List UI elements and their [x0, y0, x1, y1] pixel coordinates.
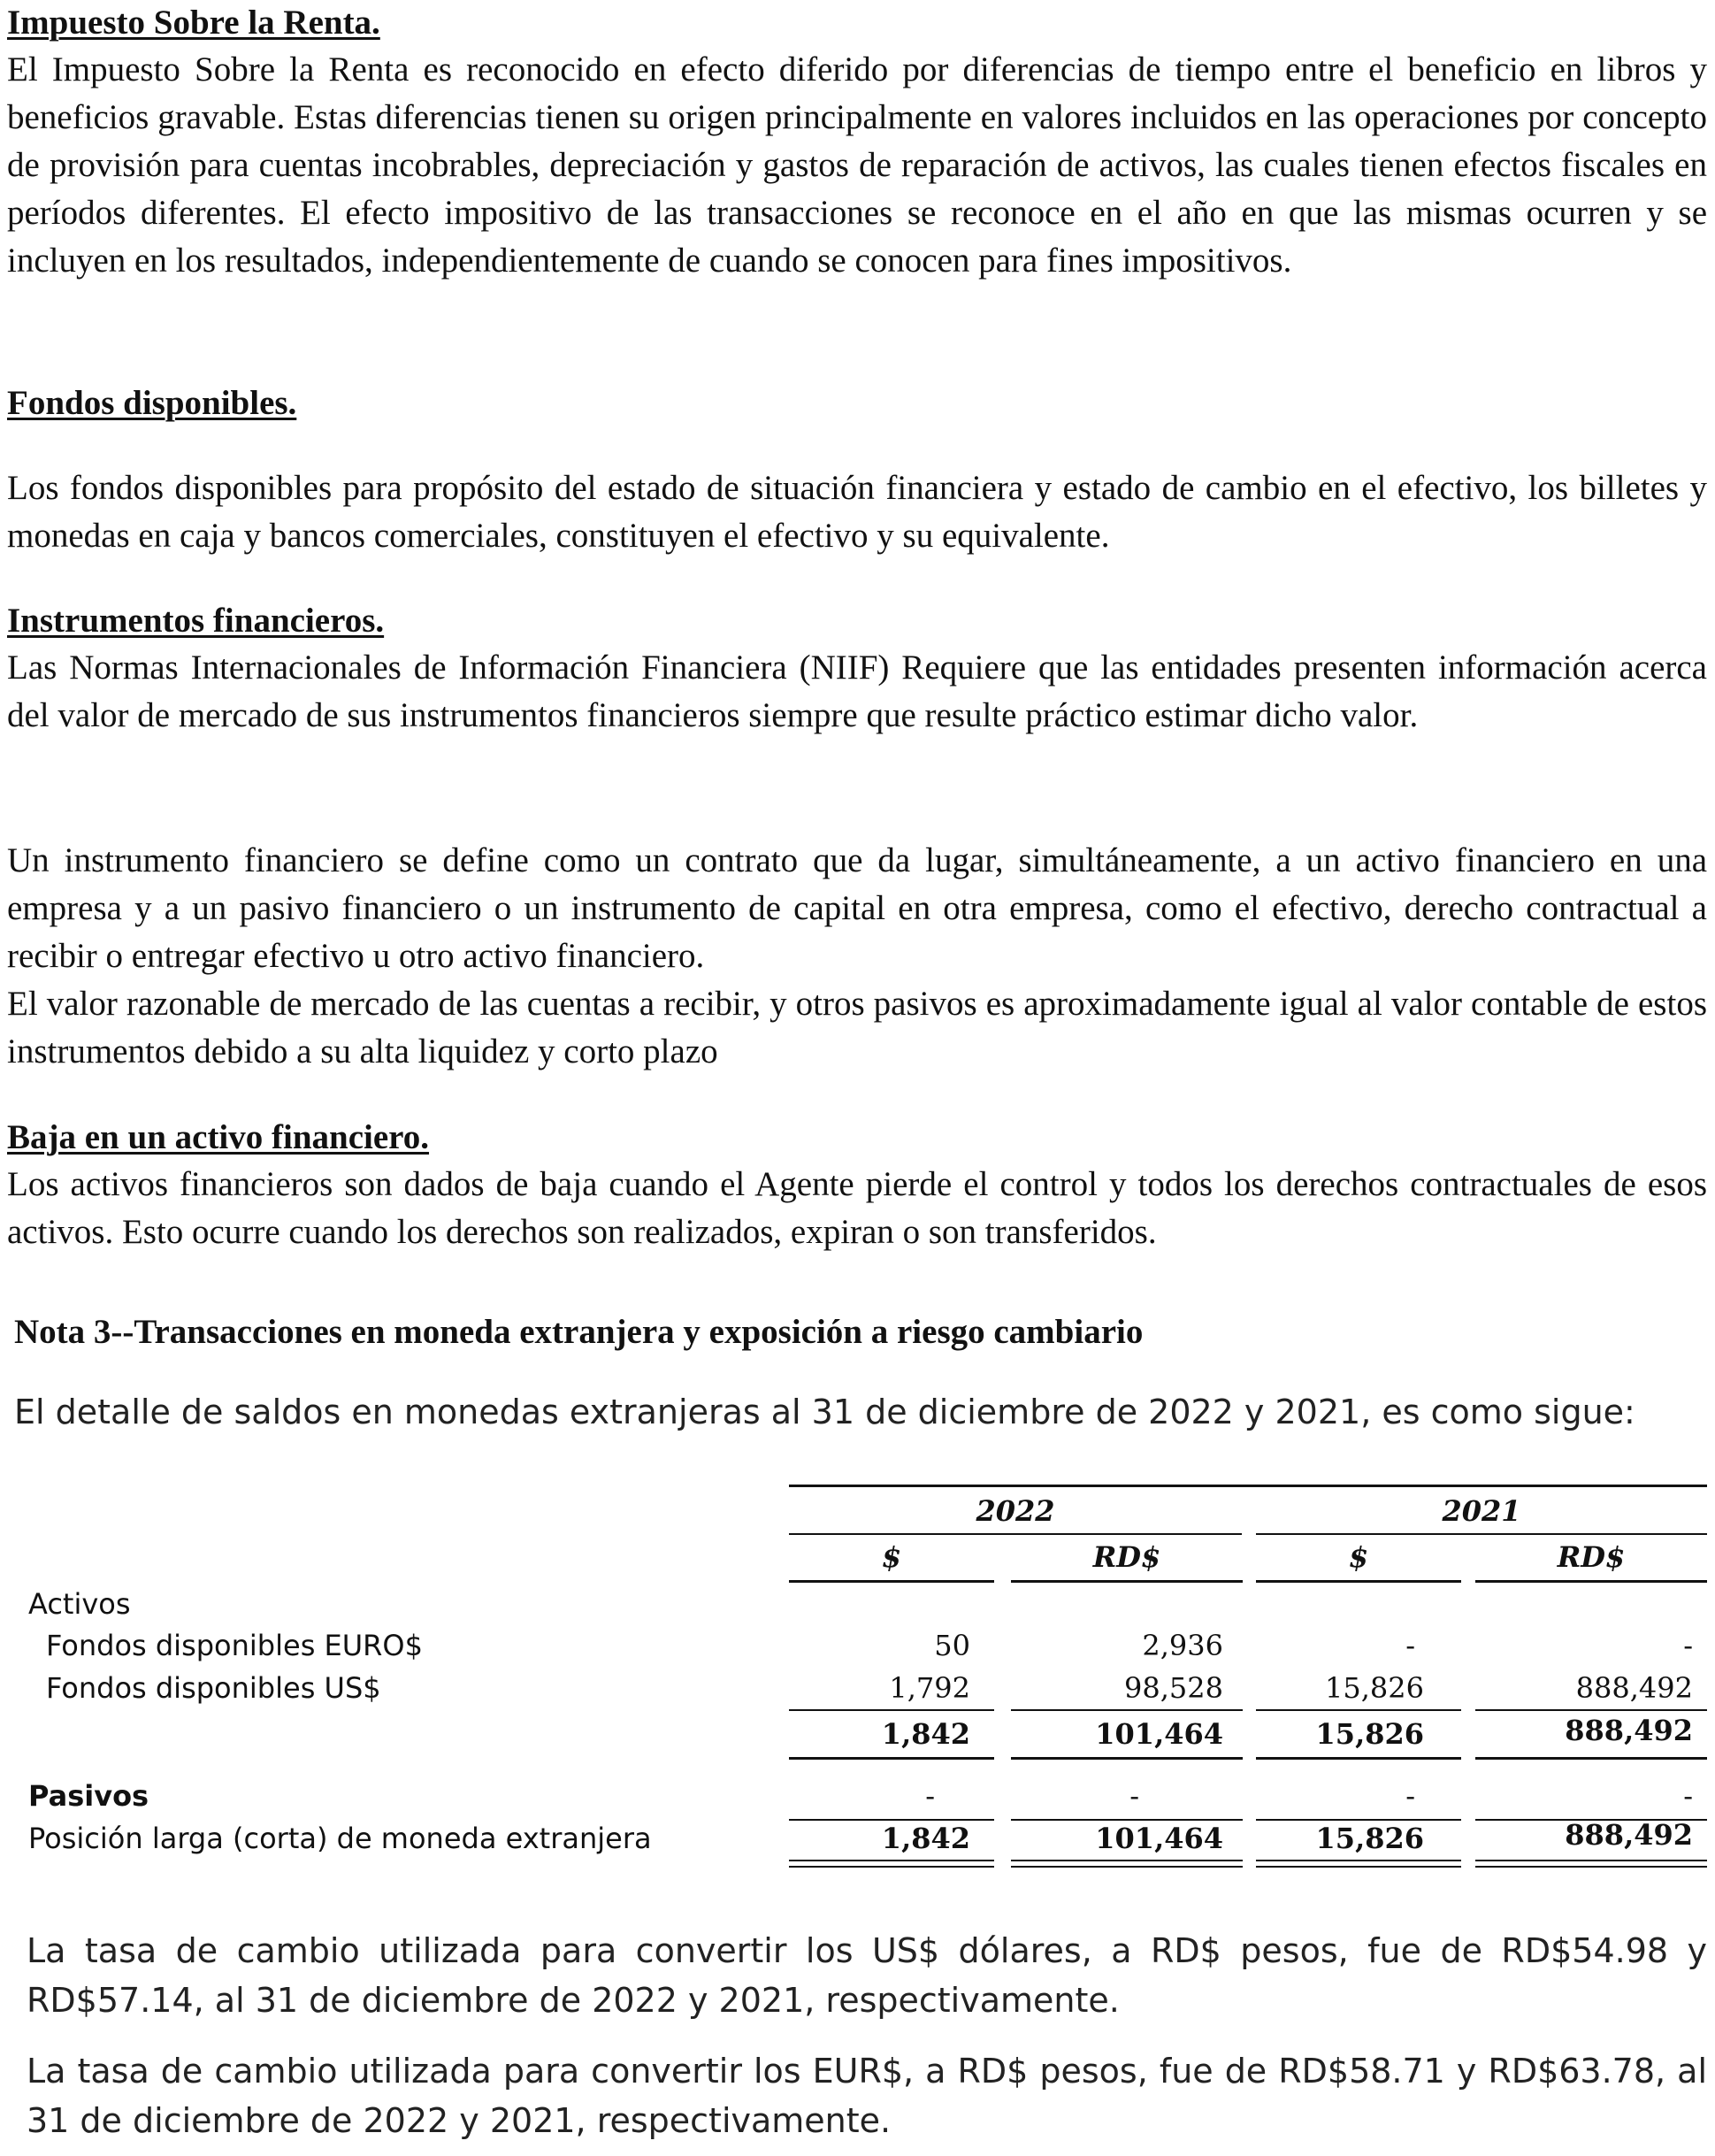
header-year-2022: 2022	[976, 1494, 1055, 1528]
paragraph-baja: Los activos financieros son dados de baja cuando el Agente pierde el control y todos los derechos contractuales de esos activos. Esto ocurre cuando los derechos son realizados, expiran o son transferidos.	[7, 1165, 1707, 1251]
table-top-rule	[789, 1485, 1707, 1487]
pasivos-2022-usd: -	[925, 1779, 935, 1813]
subtotal-2021-rd: 888,492	[1565, 1714, 1693, 1747]
cell-2021-usd: -	[1405, 1629, 1415, 1662]
subtotal-2022-usd: 1,842	[881, 1717, 970, 1751]
nota3-intro: El detalle de saldos en monedas extranjeras al 31 de diciembre de 2022 y 2021, es como sigue:	[14, 1393, 1635, 1431]
double-rule-2022-usd	[789, 1860, 994, 1868]
pasivos-2022-rd: -	[1129, 1779, 1139, 1813]
paragraph-instrumentos-1: Las Normas Internacionales de Información Financiera (NIIF) Requiere que las entidades presenten información acerca del valor de mercado de sus instrumentos financieros siempre que resulte práctico estimar dicho valor.	[7, 648, 1707, 734]
rule-after-subtotal-2022-rd	[1011, 1757, 1243, 1760]
section-fondos	[7, 380, 1707, 426]
rule-2021-rd	[1475, 1580, 1707, 1583]
paragraph-instrumentos-3: El valor razonable de mercado de las cuentas a recibir, y otros pasivos es aproximadamente igual al valor contable de estos instrumentos debido a su alta liquidez y corto plazo	[7, 985, 1707, 1070]
cell-2021-usd: 15,826	[1325, 1671, 1424, 1705]
cell-2021-rd: 888,492	[1575, 1671, 1693, 1705]
header-2021-rd: RD$	[1557, 1540, 1626, 1574]
posicion-2021-usd: 15,826	[1315, 1822, 1424, 1855]
section-nota3	[14, 1309, 1714, 1355]
rule-2022-rd	[1011, 1580, 1243, 1583]
subtotal-2021-usd: 15,826	[1315, 1717, 1424, 1751]
double-rule-2021-rd	[1475, 1860, 1707, 1868]
posicion-2022-rd: 101,464	[1095, 1822, 1223, 1855]
paragraph-tasa-eur: La tasa de cambio utilizada para convertir los EUR$, a RD$ pesos, fue de RD$58.71 y RD$63.78, al 31 de diciembre de 2022 y 2021, respectivamente.	[27, 2052, 1707, 2140]
header-2021-usd: $	[1348, 1540, 1369, 1574]
rule-2021-usd	[1256, 1580, 1461, 1583]
pasivos-2021-usd: -	[1405, 1779, 1415, 1813]
heading-instrumentos: Instrumentos financieros.	[7, 602, 385, 640]
row-label: Fondos disponibles US$	[46, 1671, 381, 1705]
rule-subtotal-2021-usd	[1256, 1709, 1461, 1711]
section-impuesto	[7, 0, 1707, 285]
paragraph-fondos: Los fondos disponibles para propósito del estado de situación financiera y estado de cambio en el efectivo, los billetes y monedas en caja y bancos comerciales, constituyen el efectivo y su equivalente.	[7, 469, 1707, 555]
rule-year-2021	[1256, 1533, 1707, 1535]
row-label: Fondos disponibles EURO$	[46, 1629, 423, 1662]
heading-fondos: Fondos disponibles.	[7, 384, 297, 422]
label-activos: Activos	[28, 1587, 131, 1621]
rule-after-subtotal-2021-rd	[1475, 1757, 1707, 1760]
subtotal-2022-rd: 101,464	[1095, 1717, 1223, 1751]
cell-2021-rd: -	[1683, 1629, 1693, 1662]
rule-subtotal-2021-rd	[1475, 1709, 1707, 1711]
section-fondos-body	[7, 464, 1707, 560]
paragraph-tasa-usd: La tasa de cambio utilizada para convertir los US$ dólares, a RD$ pesos, fue de RD$54.98 y RD$57.14, al 31 de diciembre de 2022 y 2021, respectivamente.	[27, 1931, 1707, 2020]
cell-2022-rd: 98,528	[1124, 1671, 1223, 1705]
pasivos-2021-rd: -	[1683, 1779, 1693, 1813]
rule-after-subtotal-2022-usd	[789, 1757, 994, 1760]
section-instrumentos	[7, 598, 1707, 740]
paragraph-impuesto: El Impuesto Sobre la Renta es reconocido en efecto diferido por diferencias de tiempo entre el beneficio en libros y beneficios gravable. Estas diferencias tienen su origen principalmente en valores incluidos en las operaciones por concepto de provisión para cuentas incobrables, depreciación y gastos de reparación de activos, las cuales tienen efectos fiscales en períodos diferentes. El efecto impositivo de las transacciones se reconoce en el año en que las mismas ocurren y se incluyen en los resultados, independientemente de cuando se conocen para fines impositivos.	[7, 50, 1707, 280]
cell-2022-usd: 50	[934, 1629, 970, 1662]
section-nota3-intro	[14, 1389, 1714, 1435]
rule-after-subtotal-2021-usd	[1256, 1757, 1461, 1760]
section-baja	[7, 1115, 1707, 1256]
posicion-2022-usd: 1,842	[881, 1822, 970, 1855]
rule-year-2022	[789, 1533, 1242, 1535]
rule-subtotal-2022-usd	[789, 1709, 994, 1711]
heading-impuesto: Impuesto Sobre la Renta.	[7, 4, 380, 42]
cell-2022-rd: 2,936	[1142, 1629, 1223, 1662]
double-rule-2021-usd	[1256, 1860, 1461, 1868]
section-tasa-usd	[27, 1926, 1707, 2025]
header-2022-usd: $	[881, 1540, 902, 1574]
double-rule-2022-rd	[1011, 1860, 1243, 1868]
header-year-2021: 2021	[1442, 1494, 1521, 1528]
rule-2022-usd	[789, 1580, 994, 1583]
section-tasa-eur	[27, 2046, 1707, 2145]
posicion-2021-rd: 888,492	[1565, 1818, 1693, 1852]
header-2022-rd: RD$	[1092, 1540, 1161, 1574]
section-instrumentos-more	[7, 837, 1707, 1076]
cell-2022-usd: 1,792	[889, 1671, 970, 1705]
label-pasivos: Pasivos	[28, 1779, 149, 1813]
label-posicion: Posición larga (corta) de moneda extranjera	[28, 1822, 652, 1855]
paragraph-instrumentos-2: Un instrumento financiero se define como un contrato que da lugar, simultáneamente, a un activo financiero en una empresa y a un pasivo financiero o un instrumento de capital en otra empresa, como el efectivo, derecho contractual a recibir o entregar efectivo u otro activo financiero.	[7, 841, 1707, 975]
rule-subtotal-2022-rd	[1011, 1709, 1243, 1711]
heading-baja: Baja en un activo financiero.	[7, 1118, 430, 1156]
nota3-title: Nota 3--Transacciones en moneda extranjera y exposición a riesgo cambiario	[14, 1313, 1144, 1351]
